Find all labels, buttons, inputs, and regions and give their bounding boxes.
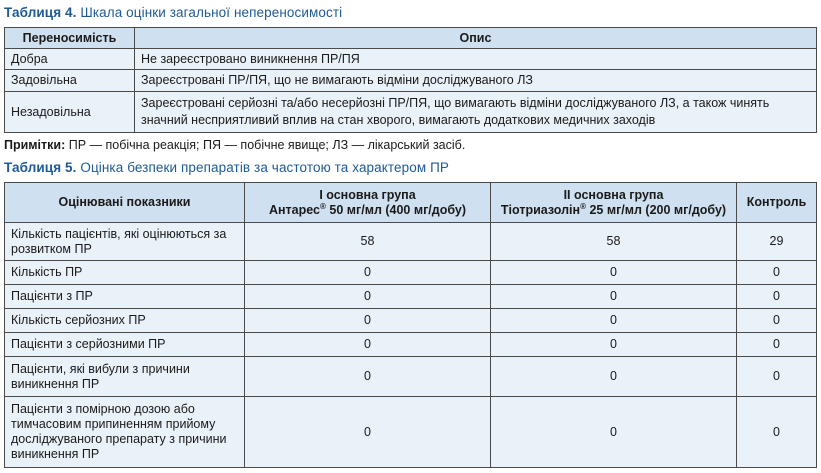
header-indicators: Оцінювані показники — [5, 183, 245, 223]
group1-title: І основна група — [319, 187, 416, 202]
group2-value: 58 — [491, 223, 737, 261]
tolerance-cell: Добра — [5, 49, 135, 70]
control-value: 0 — [737, 397, 817, 468]
table-row — [5, 333, 817, 357]
header-group1 — [245, 183, 491, 223]
notes-text: ПР — побічна реакція; ПЯ — побічне явище; ЛЗ — лікарський засіб. — [68, 138, 466, 152]
table-row — [5, 49, 817, 70]
control-value: 0 — [737, 285, 817, 309]
table-row — [5, 261, 817, 285]
group2-drug-line — [497, 203, 730, 218]
indicator-cell: Пацієнти, які вибули з причини виникнення ПР — [5, 357, 245, 397]
table5-caption-text: Оцінка безпеки препаратів за частотою та характером ПР — [80, 160, 450, 175]
table-row — [5, 397, 817, 468]
table4-caption-text: Шкала оцінки загальної непереносимості — [80, 5, 343, 20]
group1-value: 0 — [245, 309, 491, 333]
indicator-cell: Кількість ПР — [5, 261, 245, 285]
header-group2 — [491, 183, 737, 223]
group2-value: 0 — [491, 285, 737, 309]
tolerance-cell: Задовільна — [5, 70, 135, 92]
control-value: 0 — [737, 261, 817, 285]
header-control: Контроль — [737, 183, 817, 223]
table-row — [5, 223, 817, 261]
tolerance-scale-table — [4, 27, 817, 133]
group2-dose: 25 мг/мл (200 мг/добу) — [589, 202, 727, 217]
header-description: Опис — [135, 28, 817, 49]
safety-assessment-table — [4, 182, 817, 468]
control-value: 29 — [737, 223, 817, 261]
description-cell: Не зареєстровано виникнення ПР/ПЯ — [135, 49, 817, 70]
group2-value: 0 — [491, 261, 737, 285]
group1-value: 0 — [245, 285, 491, 309]
group1-value: 0 — [245, 261, 491, 285]
group1-dose: 50 мг/мл (400 мг/добу) — [329, 202, 467, 217]
group1-drug-line — [251, 203, 484, 218]
control-value: 0 — [737, 309, 817, 333]
table4-caption — [4, 5, 342, 20]
group2-value: 0 — [491, 309, 737, 333]
table5-caption-number: Таблиця 5. — [4, 160, 77, 175]
indicator-cell: Пацієнти з помірною дозою або тимчасовим припиненням прийому досліджуваного препарату з причини виникнення ПР — [5, 397, 245, 468]
group1-value: 58 — [245, 223, 491, 261]
control-value: 0 — [737, 333, 817, 357]
table4-header-row — [5, 28, 817, 49]
table5-header-row — [5, 183, 817, 223]
table-row — [5, 309, 817, 333]
tolerance-cell: Незадовільна — [5, 92, 135, 133]
table-row — [5, 70, 817, 92]
group1-value: 0 — [245, 333, 491, 357]
group2-title: ІІ основна група — [563, 187, 664, 202]
indicator-cell: Кількість пацієнтів, які оцінюються за розвитком ПР — [5, 223, 245, 261]
group1-value: 0 — [245, 397, 491, 468]
group2-value: 0 — [491, 333, 737, 357]
table-row — [5, 357, 817, 397]
group2-value: 0 — [491, 357, 737, 397]
indicator-cell: Пацієнти з ПР — [5, 285, 245, 309]
group2-value: 0 — [491, 397, 737, 468]
group2-registered-mark: ® — [580, 201, 586, 211]
table-row — [5, 285, 817, 309]
group1-drug: Антарес — [268, 202, 320, 217]
table5-caption — [4, 160, 449, 175]
table4-caption-number: Таблиця 4. — [4, 5, 77, 20]
header-tolerance: Переносимість — [5, 28, 135, 49]
table4-notes — [4, 138, 465, 152]
indicator-cell: Пацієнти з серйозними ПР — [5, 333, 245, 357]
indicator-cell: Кількість серйозних ПР — [5, 309, 245, 333]
description-cell: Зареєстровані ПР/ПЯ, що не вимагають відміни досліджуваного ЛЗ — [135, 70, 817, 92]
notes-label: Примітки: — [4, 138, 66, 152]
group1-registered-mark: ® — [320, 201, 326, 211]
group1-value: 0 — [245, 357, 491, 397]
group2-drug: Тіотриазолін — [500, 202, 581, 217]
table-row — [5, 92, 817, 133]
control-value: 0 — [737, 357, 817, 397]
description-cell: Зареєстровані серйозні та/або несерйозні ПР/ПЯ, що вимагають відміни досліджуваного ЛЗ, а також чинять значний несприятливий вплив на стан хворого, вимагають додаткових медичних заходів — [135, 92, 817, 133]
